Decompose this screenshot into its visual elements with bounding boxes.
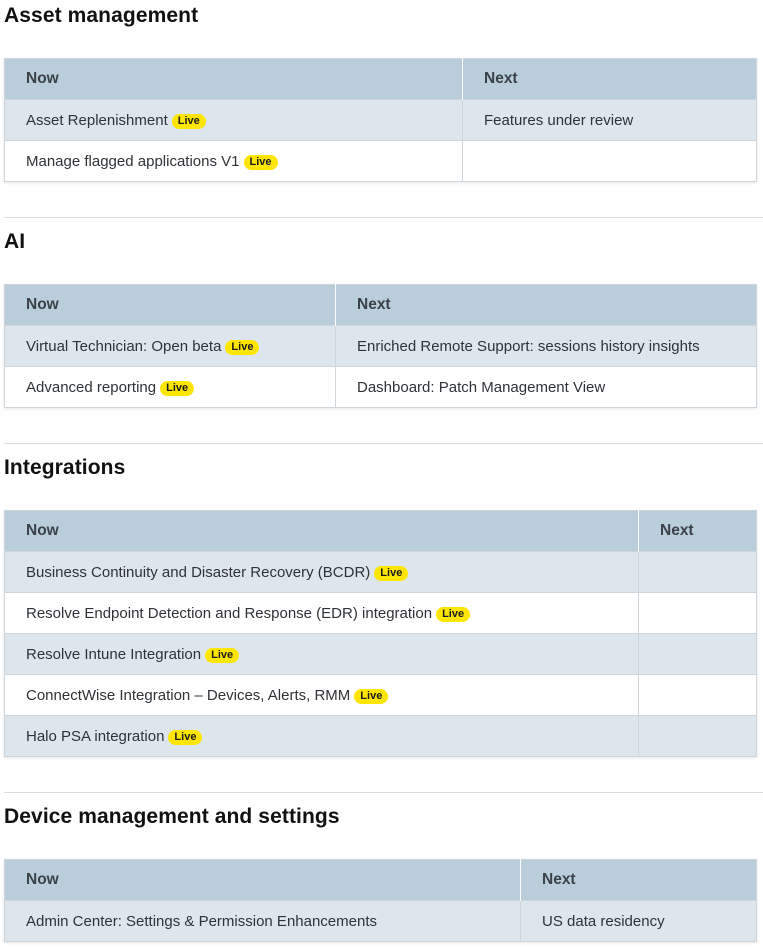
now-cell — [5, 326, 336, 367]
column-header-next: Next — [463, 59, 757, 100]
now-cell — [5, 100, 463, 141]
now-cell — [5, 716, 639, 757]
roadmap-table-asset-management — [4, 58, 757, 182]
column-header-next: Next — [336, 285, 757, 326]
live-badge: Live — [225, 340, 259, 355]
roadmap-table-ai — [4, 284, 757, 408]
roadmap-table-device-management — [4, 859, 757, 942]
table-row — [5, 593, 757, 634]
section-title: AI — [4, 230, 26, 253]
item-label: Business Continuity and Disaster Recovery (BCDR) — [26, 563, 371, 581]
now-cell — [5, 675, 639, 716]
table-row — [5, 901, 757, 942]
item-label: Advanced reporting — [26, 378, 157, 396]
next-cell — [639, 593, 757, 634]
table-header-row — [5, 285, 757, 326]
column-header-next: Next — [639, 511, 757, 552]
live-badge: Live — [205, 648, 239, 663]
table-row — [5, 552, 757, 593]
section-divider — [4, 217, 763, 218]
section-divider — [4, 443, 763, 444]
next-cell — [639, 552, 757, 593]
table-row — [5, 367, 757, 408]
live-badge: Live — [354, 689, 388, 704]
column-header-now: Now — [5, 59, 463, 100]
item-label: Resolve Intune Integration — [26, 645, 202, 663]
table-row — [5, 634, 757, 675]
column-header-now: Now — [5, 511, 639, 552]
live-badge: Live — [436, 607, 470, 622]
now-cell — [5, 367, 336, 408]
live-badge: Live — [244, 155, 278, 170]
live-badge: Live — [172, 114, 206, 129]
item-label: Resolve Endpoint Detection and Response (EDR) integration — [26, 604, 433, 622]
next-cell — [463, 141, 757, 182]
item-label: Virtual Technician: Open beta — [26, 337, 222, 355]
item-label: Halo PSA integration — [26, 727, 165, 745]
next-cell: US data residency — [521, 901, 757, 942]
section-title: Device management and settings — [4, 805, 340, 828]
next-cell — [639, 716, 757, 757]
roadmap-table-integrations — [4, 510, 757, 757]
next-cell: Features under review — [463, 100, 757, 141]
section-title: Asset management — [4, 4, 199, 27]
live-badge: Live — [168, 730, 202, 745]
table-row — [5, 141, 757, 182]
column-header-next: Next — [521, 860, 757, 901]
table-row — [5, 100, 757, 141]
item-label: ConnectWise Integration – Devices, Alerts, RMM — [26, 686, 351, 704]
section-divider — [4, 792, 763, 793]
table-header-row — [5, 860, 757, 901]
item-label: Manage flagged applications V1 — [26, 152, 240, 170]
table-row — [5, 716, 757, 757]
item-label: Admin Center: Settings & Permission Enhancements — [26, 912, 377, 930]
next-cell — [639, 675, 757, 716]
column-header-now: Now — [5, 860, 521, 901]
section-title: Integrations — [4, 456, 126, 479]
now-cell — [5, 552, 639, 593]
now-cell — [5, 901, 521, 942]
next-cell — [639, 634, 757, 675]
now-cell — [5, 141, 463, 182]
live-badge: Live — [160, 381, 194, 396]
table-row — [5, 326, 757, 367]
table-row — [5, 675, 757, 716]
column-header-now: Now — [5, 285, 336, 326]
next-cell: Enriched Remote Support: sessions history insights — [336, 326, 757, 367]
table-header-row — [5, 511, 757, 552]
live-badge: Live — [374, 566, 408, 581]
now-cell — [5, 593, 639, 634]
table-header-row — [5, 59, 757, 100]
item-label: Asset Replenishment — [26, 111, 168, 129]
next-cell: Dashboard: Patch Management View — [336, 367, 757, 408]
now-cell — [5, 634, 639, 675]
